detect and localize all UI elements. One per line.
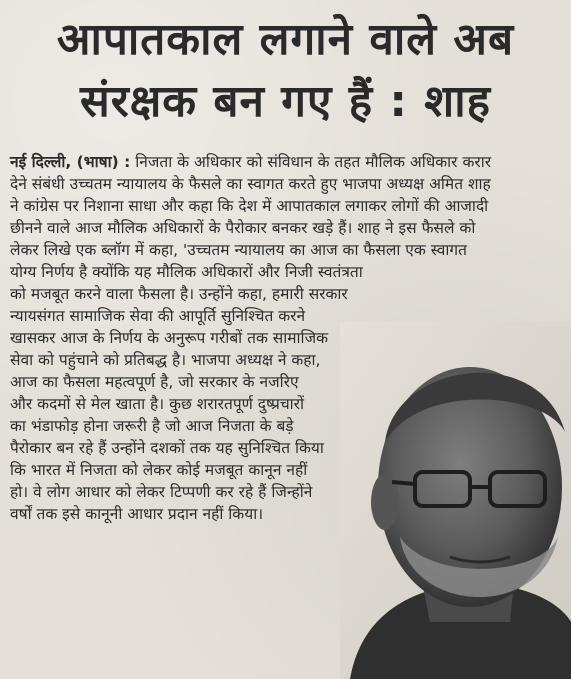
headline-line-2: संरक्षक बन गए हैं : शाह <box>80 76 491 127</box>
article-line-16: हो। वे लोग आधार को लेकर टिप्पणी कर रहे हैं जिन्होंने <box>10 483 313 501</box>
article-line-3: ने कांग्रेस पर निशाना साधा और कहा कि देश में आपातकाल लगाकर लोगों की आजादी <box>10 197 489 215</box>
headline-line-1: आपातकाल लगाने वाले अब <box>56 14 515 65</box>
article-line-9: खासकर आज के निर्णय के अनुरूप गरीबों तक सामाजिक <box>10 329 328 347</box>
article-line-1 <box>10 152 491 173</box>
portrait-image <box>340 322 571 679</box>
article-line-6: योग्य निर्णय है क्योंकि यह मौलिक अधिकारों और निजी स्वतंत्रता <box>10 263 363 281</box>
article-line-11: आज का फैसला महत्वपूर्ण है, जो सरकार के नजरिए <box>10 373 299 391</box>
portrait-photo <box>340 322 571 679</box>
article-line-8: न्यायसंगत सामाजिक सेवा की आपूर्ति सुनिश्चित करने <box>10 307 306 325</box>
article-line-13: का भंडाफोड़ होना जरूरी है जो आज निजता के बड़े <box>10 417 294 435</box>
article-line-17: वर्षों तक इसे कानूनी आधार प्रदान नहीं किया। <box>10 505 264 523</box>
article-line-14: पैरोकार बन रहे हैं उन्होंने दशकों तक यह सुनिश्चित किया <box>10 439 324 457</box>
article-line-12: और कदमों से मेल खाता है। कुछ शरारतपूर्ण दुष्प्रचारों <box>10 395 305 413</box>
article-line-10: सेवा को पहुंचाने को प्रतिबद्ध है। भाजपा अध्यक्ष ने कहा, <box>10 351 321 369</box>
article-line-4: छीनने वाले आज मौलिक अधिकारों के पैरोकार बनकर खड़े हैं। शाह ने इस फैसले को <box>10 219 476 237</box>
article-line-5: लेकर लिखे एक ब्लॉग में कहा, 'उच्चतम न्यायालय का आज का फैसला एक स्वागत <box>10 241 467 259</box>
article-line-7: को मजबूत करने वाला फैसला है। उन्होंने कहा, हमारी सरकार <box>10 285 348 303</box>
dateline: नई दिल्ली, (भाषा) : <box>10 153 131 171</box>
article-line-2: देने संबंधी उच्चतम न्यायालय के फैसले का स्वागत करते हुए भाजपा अध्यक्ष अमित शाह <box>10 175 491 193</box>
body-text: निजता के अधिकार को संविधान के तहत मौलिक अधिकार करार <box>135 153 492 171</box>
article-line-15: कि भारत में निजता को लेकर कोई मजबूत कानून नहीं <box>10 461 308 479</box>
